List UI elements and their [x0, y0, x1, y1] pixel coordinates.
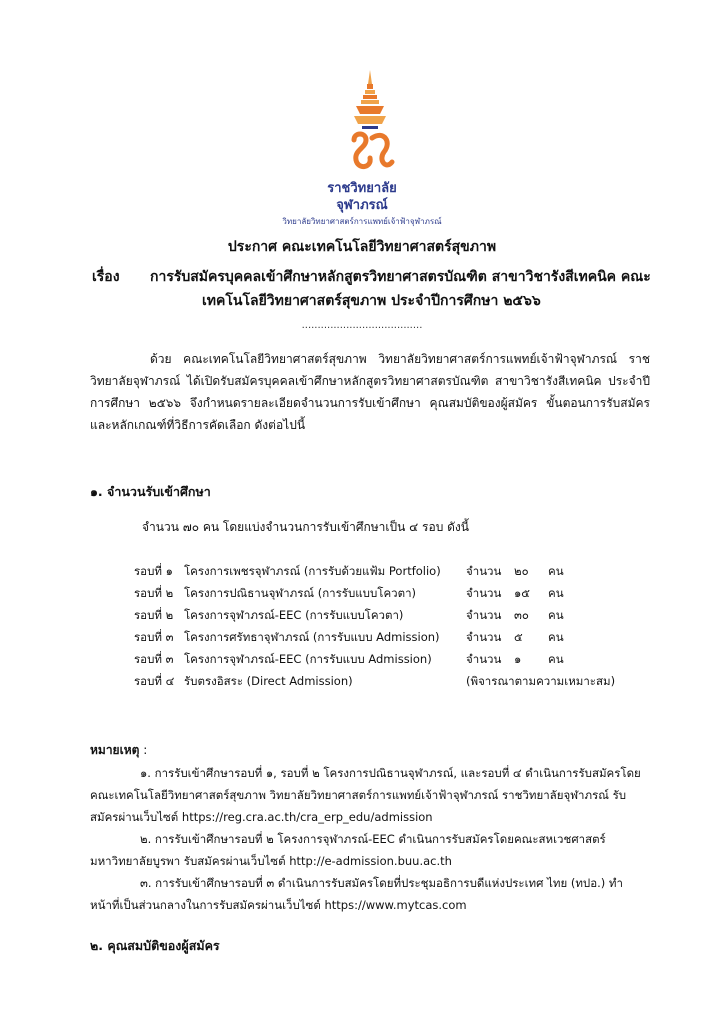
- round-program: โครงการจุฬาภรณ์-EEC (การรับแบบ Admission): [184, 652, 432, 666]
- round-count-label: (พิจารณาตามความเหมาะสม): [466, 674, 616, 688]
- round-count: ๒๐: [514, 564, 529, 578]
- notes-heading: [90, 741, 147, 760]
- round-number: รอบที่ ๑: [134, 564, 173, 578]
- subject-line-2: เทคโนโลยีวิทยาศาสตร์สุขภาพ ประจำปีการศึกษา ๒๕๖๖: [202, 293, 541, 309]
- round-number: รอบที่ ๓: [134, 630, 174, 644]
- separator: ......................................: [301, 320, 423, 331]
- quota-summary: จำนวน ๗๐ คน โดยแบ่งจำนวนการรับเข้าศึกษาเป็น ๔ รอบ ดังนี้: [142, 520, 469, 534]
- note-item: ๒. การรับเข้าศึกษารอบที่ ๒ โครงการจุฬาภรณ์-EEC ดำเนินการรับสมัครโดยคณะสหเวชศาสตร์ มหาวิทยาลัยบูรพา รับสมัครผ่านเว็บไซต์ http://e-admission.buu.ac.th: [90, 832, 606, 868]
- notes-heading-label: หมายเหตุ: [90, 743, 140, 757]
- round-count-label: จำนวน: [466, 652, 502, 666]
- round-count-label: จำนวน: [466, 586, 502, 600]
- round-program: รับตรงอิสระ (Direct Admission): [184, 674, 353, 688]
- round-number: รอบที่ ๔: [134, 674, 175, 688]
- round-program: โครงการจุฬาภรณ์-EEC (การรับแบบโควตา): [184, 608, 404, 622]
- round-count: ๑๕: [514, 586, 531, 600]
- round-unit: คน: [548, 652, 564, 666]
- round-count: ๑: [514, 652, 522, 666]
- round-unit: คน: [548, 564, 564, 578]
- round-number: รอบที่ ๓: [134, 652, 174, 666]
- institution-line-1: ราชวิทยาลัย: [327, 181, 397, 196]
- chulabhorn-emblem-icon: [340, 70, 400, 174]
- institution-line-2: จุฬาภรณ์: [336, 198, 388, 213]
- round-program: โครงการศรัทธาจุฬาภรณ์ (การรับแบบ Admission): [184, 630, 440, 644]
- subject-line-1: การรับสมัครบุคคลเข้าศึกษาหลักสูตรวิทยาศาสตรบัณฑิต สาขาวิชารังสีเทคนิค คณะ: [150, 269, 651, 285]
- intro-paragraph: ด้วย คณะเทคโนโลยีวิทยาศาสตร์สุขภาพ วิทยาลัยวิทยาศาสตร์การแพทย์เจ้าฟ้าจุฬาภรณ์ ราชวิทยาลัยจุฬาภรณ์ ได้เปิดรับสมัครบุคคลเข้าศึกษาหลักสูตรวิทยาศาสตรบัณฑิต สาขาวิชารังสีเทคนิค ประจำปีการศึกษา ๒๕๖๖ จึงกำหนดรายละเอียดจำนวนการรับเข้าศึกษา คุณสมบัติของผู้สมัคร ขั้นตอนการรับสมัครและหลักเกณฑ์ที่วิธีการคัดเลือก ดังต่อไปนี้: [90, 352, 650, 432]
- round-number: รอบที่ ๒: [134, 608, 174, 622]
- round-program: โครงการเพชรจุฬาภรณ์ (การรับด้วยแฟ้ม Portfolio): [184, 564, 441, 578]
- notes-heading-colon: :: [139, 743, 148, 757]
- announcement-title: ประกาศ คณะเทคโนโลยีวิทยาศาสตร์สุขภาพ: [227, 239, 497, 255]
- round-unit: คน: [548, 608, 564, 622]
- round-unit: คน: [548, 630, 564, 644]
- section-heading-qualifications: ๒. คุณสมบัติของผู้สมัคร: [90, 938, 220, 953]
- subject-label: เรื่อง: [92, 269, 120, 285]
- institution-name: [0, 180, 724, 228]
- round-count-label: จำนวน: [466, 608, 502, 622]
- note-item: ๑. การรับเข้าศึกษารอบที่ ๑, รอบที่ ๒ โครงการปณิธานจุฬาภรณ์, และรอบที่ ๔ ดำเนินการรับสมัครโดยคณะเทคโนโลยีวิทยาศาสตร์สุขภาพ วิทยาลัยวิทยาศาสตร์การแพทย์เจ้าฟ้าจุฬาภรณ์ ราชวิทยาลัยจุฬาภรณ์ รับสมัครผ่านเว็บไซต์ https://reg.cra.ac.th/cra_erp_edu/admission: [90, 766, 641, 824]
- round-count: ๕: [514, 630, 523, 644]
- section-heading-quota: ๑. จำนวนรับเข้าศึกษา: [90, 484, 211, 499]
- notes-list: [90, 762, 650, 916]
- round-unit: คน: [548, 586, 564, 600]
- round-count-label: จำนวน: [466, 630, 502, 644]
- institution-line-3: วิทยาลัยวิทยาศาสตร์การแพทย์เจ้าฟ้าจุฬาภรณ์: [282, 217, 442, 226]
- round-program: โครงการปณิธานจุฬาภรณ์ (การรับแบบโควตา): [184, 586, 417, 600]
- note-item: ๓. การรับเข้าศึกษารอบที่ ๓ ดำเนินการรับสมัครโดยที่ประชุมอธิการบดีแห่งประเทศ ไทย (ทปอ.) ทำหน้าที่เป็นส่วนกลางในการรับสมัครผ่านเว็บไซต์ https://www.mytcas.com: [90, 876, 623, 912]
- round-number: รอบที่ ๒: [134, 586, 174, 600]
- round-count-label: จำนวน: [466, 564, 502, 578]
- round-count: ๓๐: [514, 608, 529, 622]
